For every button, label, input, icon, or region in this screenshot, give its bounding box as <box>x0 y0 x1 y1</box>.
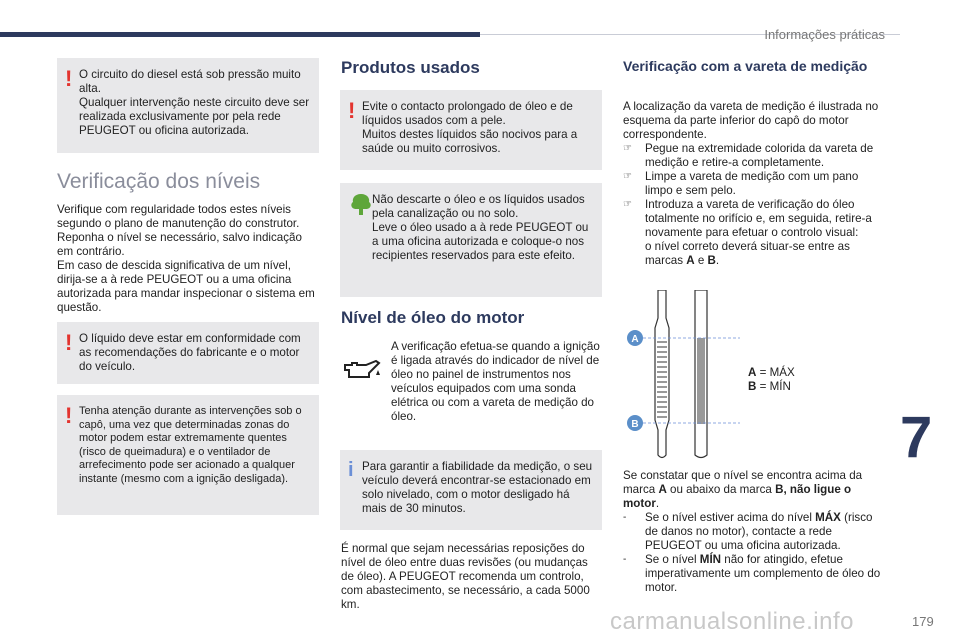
mark-label: A <box>658 483 667 496</box>
oil-level-text: A verificação efetua-se quando a ignição é ligada através do indicador de nível de óleo no painel de instrumentos nos veículos equipados com uma sonda elétrica ou com a vareta de medição do óleo. <box>391 340 600 423</box>
step-text: Limpe a vareta de medição com um pano limpo e sem pelo. <box>645 170 859 197</box>
levels-body <box>57 203 321 315</box>
dash-bullet: - <box>623 554 627 565</box>
outro-bold: , não ligue o motor <box>623 483 852 510</box>
eco-text: Leve o óleo usado a à rede PEUGEOT ou a uma oficina autorizada e coloque-o nos recipientes reservados para este efeito. <box>372 221 589 262</box>
dipstick-instructions <box>623 100 888 268</box>
outro-text: ou abaixo da marca <box>666 483 776 496</box>
warning-box-diesel <box>57 58 319 153</box>
legend-b-value: = MÍN <box>756 380 791 393</box>
marker-a: A <box>631 334 639 345</box>
bullet-bold: MÁX <box>815 511 841 524</box>
step-text: e <box>694 254 708 267</box>
dipstick-outro <box>623 469 888 595</box>
bullet-text: não for atingido, efetue imperativamente um complemento de óleo do motor. <box>645 553 881 594</box>
warning-box-fluid <box>57 322 319 384</box>
level-bullet <box>623 553 888 595</box>
info-box <box>340 450 602 530</box>
mark-label: B <box>707 254 716 267</box>
bullet-bold: MÍN <box>699 553 722 566</box>
outro-text: . <box>655 497 660 510</box>
section-title-dipstick: Verificação com a vareta de medição <box>623 58 868 74</box>
eco-box <box>340 183 602 297</box>
levels-paragraph: Reponha o nível se necessário, salvo indicação em contrário. <box>57 231 302 258</box>
oil-can-icon <box>342 358 382 384</box>
tree-icon <box>348 191 374 217</box>
marker-b: B <box>631 419 639 430</box>
eco-text: Não descarte o óleo e os líquidos usados pela canalização ou no solo. <box>372 193 585 220</box>
pointer-bullet-icon: ☞ <box>623 143 632 154</box>
legend-a-value: = MÁX <box>756 366 795 379</box>
page-number: 179 <box>912 614 934 629</box>
bullet-text: Se o nível <box>645 553 700 566</box>
legend-b-label: B <box>748 380 757 393</box>
warning-text: Muitos destes líquidos são nocivos para a saúde ou muito corrosivos. <box>362 128 578 155</box>
mark-label: B <box>775 483 784 496</box>
step-text: . <box>715 254 720 267</box>
levels-paragraph: Verifique com regularidade todos estes níveis segundo o plano de manutenção do construtor. <box>57 203 300 230</box>
step-text: o nível correto deverá situar-se entre as marcas <box>645 240 850 267</box>
warning-box-hot-engine <box>57 395 319 515</box>
warning-text: Qualquer intervenção neste circuito deve ser realizada exclusivamente por pela rede PEUGEOT ou oficina autorizada. <box>79 96 310 137</box>
dipstick-outro-text <box>623 469 888 511</box>
levels-paragraph: Em caso de descida significativa de um nível, dirija-se a à rede PEUGEOT ou a uma oficina autorizada para mandar inspecionar o sistema em questão. <box>57 259 315 314</box>
warning-icon: ! <box>65 330 73 355</box>
warning-box-skin <box>340 90 602 170</box>
pointer-bullet-icon: ☞ <box>623 171 632 182</box>
dipstick-intro: A localização da vareta de medição é ilustrada no esquema da parte inferior do capô do motor correspondente. <box>623 100 879 141</box>
legend-a-label: A <box>748 366 757 379</box>
section-header: Informações práticas <box>764 27 885 42</box>
bullet-text: (risco de danos no motor), contacte a rede PEUGEOT ou uma oficina autorizada. <box>645 511 873 552</box>
dipstick-step <box>623 198 888 268</box>
dipstick-step <box>623 170 888 198</box>
pointer-bullet-icon: ☞ <box>623 199 632 210</box>
warning-icon: ! <box>348 98 356 123</box>
bullet-text: Se o nível estiver acima do nível <box>645 511 816 524</box>
warning-text: Tenha atenção durante as intervenções sob o capô, uma vez que determinadas zonas do motor podem estar extremamente quentes (risco de queimadura) e o ventilador de arrefecimento pode ser acionado a qualquer instante (mesmo com a ignição desligada). <box>79 405 302 485</box>
level-bullet <box>623 511 888 553</box>
warning-text: O líquido deve estar em conformidade com as recomendações do fabricante e o motor do veículo. <box>79 332 301 373</box>
step-text: Pegue na extremidade colorida da vareta de medição e retire-a completamente. <box>645 142 874 169</box>
info-text: Para garantir a fiabilidade da medição, o seu veículo deverá encontrar-se estacionado em solo nivelado, com o motor desligado há mais de 30 minutos. <box>362 460 593 515</box>
dipstick-ticks <box>657 342 667 417</box>
warning-icon: ! <box>65 403 73 428</box>
dash-bullet: - <box>623 512 627 523</box>
dipstick-step <box>623 142 888 170</box>
top-bar <box>0 32 480 37</box>
dipstick-illustration <box>625 290 765 460</box>
section-title-levels: Verificação dos níveis <box>57 170 261 193</box>
section-title-used-products: Produtos usados <box>341 58 480 77</box>
step-text: Introduza a vareta de verificação do óleo totalmente no orifício e, em seguida, retire-a novamente para efetuar o controlo visual: <box>645 198 872 239</box>
section-title-oil-level: Nível de óleo do motor <box>341 308 525 327</box>
info-icon: i <box>348 459 354 481</box>
oil-footer-text: É normal que sejam necessárias reposições do nível de óleo entre duas revisões (ou mudanças de óleo). A PEUGEOT recomenda um controlo, com abastecimento, se necessário, a cada 5000 km. <box>341 542 590 611</box>
warning-icon: ! <box>65 66 73 91</box>
outro-text: Se constatar que o nível se encontra acima da marca <box>623 469 863 496</box>
chapter-number: 7 <box>900 405 933 470</box>
warning-text: Evite o contacto prolongado de óleo e de líquidos usados com a pele. <box>362 100 573 127</box>
mark-label: A <box>686 254 695 267</box>
dipstick-legend <box>748 366 795 394</box>
watermark: carmanualsonline.info <box>610 608 854 635</box>
warning-text: O circuito do diesel está sob pressão muito alta. <box>79 68 301 95</box>
